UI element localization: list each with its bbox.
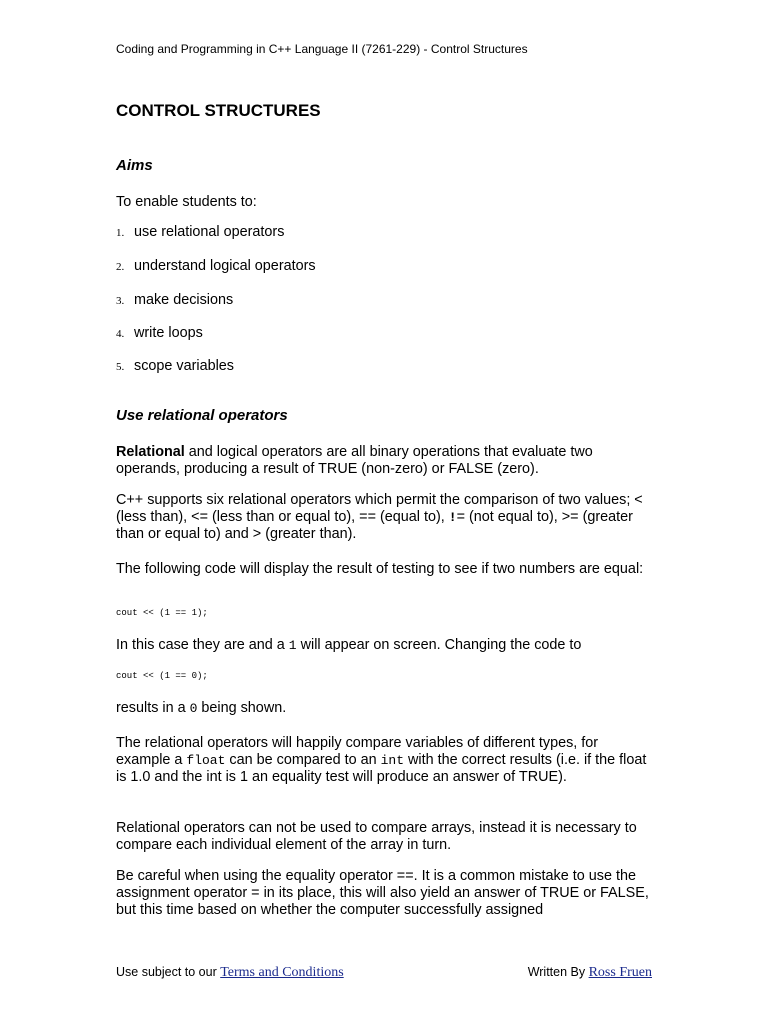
inline-code: 1 [288,638,297,653]
list-text: make decisions [134,292,234,308]
footer-terms [116,965,344,981]
paragraph-text: results in a [116,700,190,716]
paragraph-text: and logical operators are all binary operations that evaluate two operands, producing a result of TRUE (non-zero) or FALSE (zero). [116,444,593,477]
paragraph: Relational operators can not be used to compare arrays, instead it is necessary to compare each individual element of the array in turn. [116,820,637,853]
aims-list-item [116,292,233,308]
aims-list-item [116,358,234,374]
code-block: cout << (1 == 0); [116,671,208,681]
paragraph-text: = (not equal to), >= (greater than or equal to) and > (greater than). [116,509,633,542]
inline-code: float [186,753,226,768]
paragraph [116,700,656,717]
aims-list-item [116,258,316,274]
terms-link[interactable]: Terms and Conditions [220,965,344,980]
paragraph: Be careful when using the equality operator ==. It is a common mistake to use the assignment operator = in its place, this will also yield an answer of TRUE or FALSE, but this time based on whether the computer successfully assigned [116,868,649,918]
footer-left-text: Use subject to our [116,965,221,979]
list-text: use relational operators [134,224,285,240]
inline-code: 0 [189,701,198,716]
list-number: 1. [116,227,125,239]
paragraph-text: In this case they are and a [116,637,289,653]
paragraph [116,444,656,478]
aims-intro: To enable students to: [116,194,257,210]
inline-code: int [380,753,405,768]
paragraph: The following code will display the result of testing to see if two numbers are equal: [116,561,644,577]
running-header: Coding and Programming in C++ Language II (7261-229) - Control Structures [116,42,528,56]
paragraph [116,735,656,786]
list-text: understand logical operators [134,258,316,274]
paragraph-text: The relational operators will happily compare variables of different types, for example a [116,735,599,768]
aims-heading: Aims [116,157,153,174]
section-heading: Use relational operators [116,407,288,424]
list-text: write loops [134,325,203,341]
aims-list-item [116,224,284,240]
list-text: scope variables [134,358,234,374]
list-number: 2. [116,261,125,273]
list-number: 4. [116,328,125,340]
list-number: 5. [116,361,125,373]
page-title: CONTROL STRUCTURES [116,101,321,120]
footer-right-text: Written By [527,965,589,979]
paragraph-text: can be compared to an [225,752,381,768]
paragraph [116,492,656,543]
paragraph-text: will appear on screen. Changing the code to [296,637,582,653]
paragraph-text: with the correct results (i.e. if the float is 1.0 and the int is 1 an equality test will produce an answer of TRUE). [116,752,647,785]
list-number: 3. [116,295,125,307]
paragraph [116,637,656,654]
aims-list-item [116,325,203,341]
code-block: cout << (1 == 1); [116,608,208,618]
paragraph-text: C++ supports six relational operators which permit the comparison of two values; < (less than), <= (less than or equal to), == (equal to), [116,492,643,525]
author-link[interactable]: Ross Fruen [588,965,652,980]
bold-term: Relational [116,444,185,460]
inline-code: ! [448,510,457,525]
footer-author [528,965,652,981]
paragraph-text: being shown. [197,700,287,716]
